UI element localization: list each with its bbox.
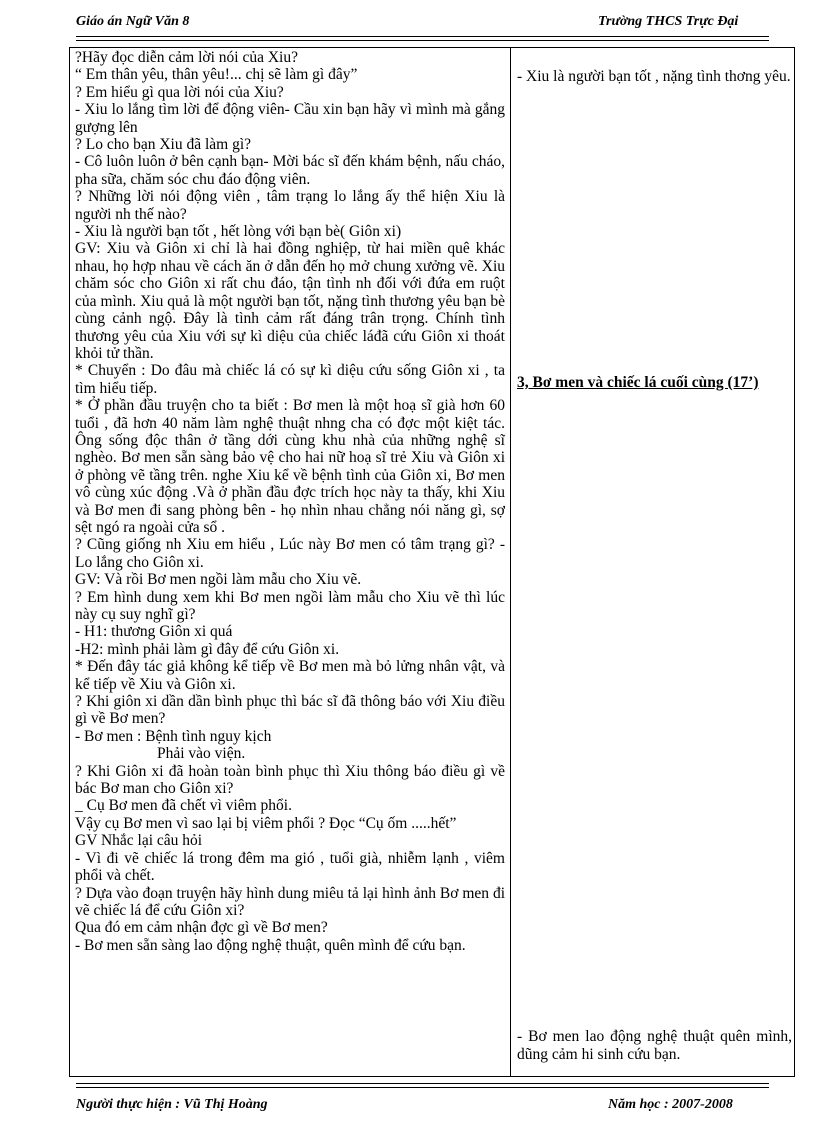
paragraph: - H1: thương Giôn xi quá: [75, 623, 233, 641]
header-rule: [76, 36, 769, 41]
paragraph: ? Khi giôn xi dần dần bình phục thì bác sĩ đã thông báo với Xiu điều gì về Bơ men?: [75, 693, 505, 728]
paragraph: GV: Và rồi Bơ men ngồi làm mẫu cho Xiu vẽ.: [75, 571, 362, 589]
lesson-table: [69, 47, 795, 1077]
paragraph: _ Cụ Bơ men đã chết vì viêm phổi.: [75, 797, 292, 815]
paragraph: ? Những lời nói động viên , tâm trạng lo lắng ấy thể hiện Xiu là người nh thế nào?: [75, 188, 505, 223]
note-bo-men: - Bơ men lao động nghệ thuật quên mình, dũng cảm hi sinh cứu bạn.: [517, 1028, 792, 1063]
paragraph: Qua đó em cảm nhận đợc gì về Bơ men?: [75, 919, 328, 937]
paragraph: - Xiu lo lắng tìm lời để động viên- Cầu xin bạn hãy vì mình mà gắng gượng lên: [75, 101, 505, 136]
paragraph: ? Em hình dung xem khi Bơ men ngồi làm mẫu cho Xiu vẽ thì lúc này cụ suy nghĩ gì?: [75, 588, 505, 623]
teaching-activities-column: [75, 49, 505, 954]
header-school: Trường THCS Trực Đại: [598, 14, 739, 29]
paragraph: - Bơ men sẵn sàng lao động nghệ thuật, quên mình để cứu bạn.: [75, 936, 466, 954]
paragraph: - Bơ men : Bệnh tình nguy kịch: [75, 727, 272, 745]
paragraph: ? Lo cho bạn Xiu đã làm gì?: [75, 136, 252, 154]
column-divider: [510, 48, 511, 1076]
paragraph: GV Nhắc lại câu hỏi: [75, 832, 203, 850]
header-subject: Giáo án Ngữ Văn 8: [76, 14, 190, 29]
paragraph: ?Hãy đọc diễn cảm lời nói của Xiu?: [75, 49, 298, 66]
paragraph: * Đến đây tác giả không kể tiếp về Bơ men mà bỏ lửng nhân vật, và kể tiếp về Xiu và Giôn xi.: [75, 658, 505, 693]
footer-rule: [76, 1083, 769, 1088]
section-heading: 3, Bơ men và chiếc lá cuối cùng (17’): [517, 374, 759, 391]
footer-author: Người thực hiện : Vũ Thị Hoàng: [76, 1097, 268, 1112]
paragraph: ? Cũng giống nh Xiu em hiểu , Lúc này Bơ men có tâm trạng gì? - Lo lắng cho Giôn xi.: [75, 536, 505, 571]
paragraph: - Cô luôn luôn ở bên cạnh bạn- Mời bác sĩ đến khám bệnh, nấu cháo, pha sữa, chăm sóc chu đáo động viên.: [75, 153, 505, 188]
footer-year: Năm học : 2007-2008: [608, 1097, 733, 1112]
paragraph: ? Khi Giôn xi đã hoàn toàn bình phục thì Xiu thông báo điều gì về bác Bơ man cho Giôn xi?: [75, 762, 505, 798]
paragraph: GV: Xiu và Giôn xi chỉ là hai đồng nghiệp, từ hai miền quê khác nhau, họ hợp nhau về cách ăn ở dẫn đến họ mở chung xưởng vẽ. Xiu chăm sóc cho Giôn xi rất chu đáo, tận tình nh đối với đứa em ruột của mình. Xiu quả là một người bạn tốt, nặng tình thương yêu bạn bè cùng cảnh ngộ. Đây là tình cảm rất đáng trân trọng. Chính tình thương yêu của Xiu với sự kì diệu của chiếc láđã cứu Giôn xi thoát khỏi tử thần.: [75, 240, 505, 362]
paragraph: ? Em hiểu gì qua lời nói của Xiu?: [75, 83, 284, 101]
paragraph: - Xiu là người bạn tốt , hết lòng với bạn bè( Giôn xi): [75, 223, 402, 241]
paragraph: * Chuyển : Do đâu mà chiếc lá có sự kì diệu cứu sống Giôn xi , ta tìm hiểu tiếp.: [75, 362, 505, 397]
note-xiu: - Xiu là người bạn tốt , nặng tình thơng yêu.: [517, 68, 791, 85]
paragraph: “ Em thân yêu, thân yêu!... chị sẽ làm gì đây”: [75, 66, 358, 84]
paragraph: * Ở phần đầu truyện cho ta biết : Bơ men là một hoạ sĩ già hơn 60 tuổi , đã hơn 40 năm làm nghệ thuật nhng cha có đợc một kiệt tác. Ông sống độc thân ở tầng dới cùng khu nhà của những nghệ sĩ nghèo. Bơ men sẵn sàng bảo vệ cho hai nữ hoạ sĩ trẻ Xiu và Giôn xi ở phòng vẽ tầng trên. nghe Xiu kể về bệnh tình của Giôn xi, Bơ men vô cùng xúc động .Và ở phần đầu đợc trích học này ta thấy, khi Xiu và Bơ men đi sang phòng bên - họ nhìn nhau chẳng nói năng gì, sợ sệt ngó ra ngoài cửa sổ .: [75, 397, 505, 536]
paragraph: Vậy cụ Bơ men vì sao lại bị viêm phổi ? Đọc “Cụ ốm .....hết”: [75, 814, 457, 832]
paragraph: -H2: mình phải làm gì đây để cứu Giôn xi.: [75, 640, 340, 658]
paragraph: ? Dựa vào đoạn truyện hãy hình dung miêu tả lại hình ảnh Bơ men đi vẽ chiếc lá để cứu Giôn xi?: [75, 884, 505, 919]
paragraph: - Vì đi vẽ chiếc lá trong đêm ma gió , tuổi già, nhiễm lạnh , viêm phổi và chết.: [75, 849, 505, 885]
paragraph: Phải vào viện.: [157, 745, 246, 763]
